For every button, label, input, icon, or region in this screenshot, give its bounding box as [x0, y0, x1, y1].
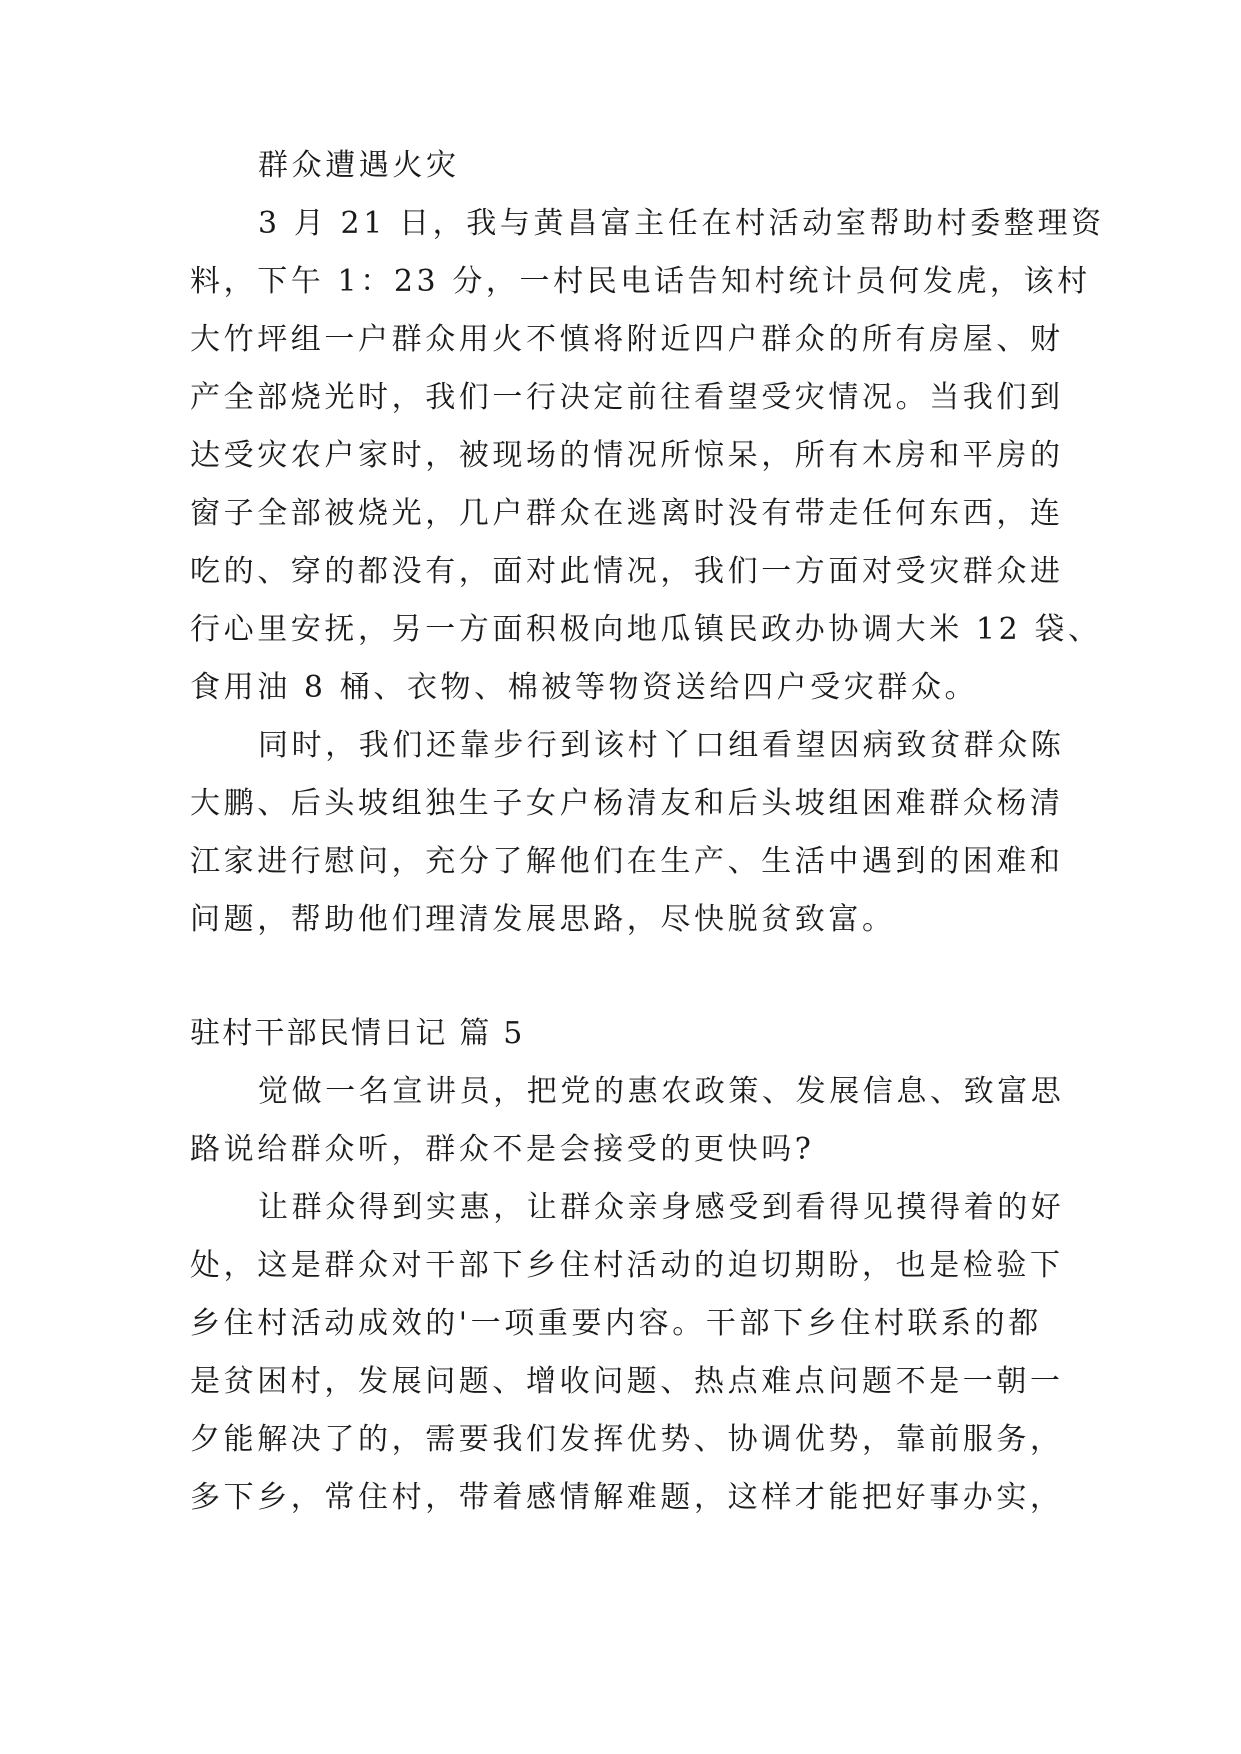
paragraph-line: 行心里安抚，另一方面积极向地瓜镇民政办协调大米 12 袋、 [190, 612, 1102, 647]
paragraph-line: 3 月 21 日，我与黄昌富主任在村活动室帮助村委整理资 [258, 206, 1105, 241]
paragraph-line: 乡住村活动成效的'一项重要内容。干部下乡住村联系的都 [190, 1306, 1042, 1341]
paragraph-line: 同时，我们还靠步行到该村丫口组看望因病致贫群众陈 [258, 728, 1065, 763]
paragraph-line: 多下乡，常住村，带着感情解难题，这样才能把好事办实， [190, 1480, 1064, 1515]
paragraph-line: 大鹏、后头坡组独生子女户杨清友和后头坡组困难群众杨清 [190, 786, 1064, 821]
paragraph-line: 江家进行慰问，充分了解他们在生产、生活中遇到的困难和 [190, 844, 1064, 879]
paragraph-line: 料，下午 1：23 分，一村民电话告知村统计员何发虎，该村 [190, 264, 1091, 299]
paragraph-line: 产全部烧光时，我们一行决定前往看望受灾情况。当我们到 [190, 380, 1064, 415]
paragraph-line: 让群众得到实惠，让群众亲身感受到看得见摸得着的好 [258, 1190, 1065, 1225]
paragraph-line: 大竹坪组一户群众用火不慎将附近四户群众的所有房屋、财 [190, 322, 1064, 357]
paragraph-line: 达受灾农户家时，被现场的情况所惊呆，所有木房和平房的 [190, 438, 1064, 473]
paragraph-line: 吃的、穿的都没有，面对此情况，我们一方面对受灾群众进 [190, 554, 1064, 589]
paragraph-line: 处，这是群众对干部下乡住村活动的迫切期盼，也是检验下 [190, 1248, 1064, 1283]
paragraph-line: 问题，帮助他们理清发展思路，尽快脱贫致富。 [190, 902, 896, 937]
paragraph-line: 路说给群众听，群众不是会接受的更快吗? [190, 1132, 815, 1167]
subsection-title: 群众遭遇火灾 [258, 148, 460, 183]
paragraph-line: 食用油 8 桶、衣物、棉被等物资送给四户受灾群众。 [190, 670, 979, 705]
section-heading: 驻村干部民情日记 篇 5 [190, 1016, 525, 1051]
paragraph-line: 觉做一名宣讲员，把党的惠农政策、发展信息、致富思 [258, 1074, 1065, 1109]
paragraph-line: 是贫困村，发展问题、增收问题、热点难点问题不是一朝一 [190, 1364, 1064, 1399]
paragraph-line: 夕能解决了的，需要我们发挥优势、协调优势，靠前服务， [190, 1422, 1064, 1457]
paragraph-line: 窗子全部被烧光，几户群众在逃离时没有带走任何东西，连 [190, 496, 1064, 531]
